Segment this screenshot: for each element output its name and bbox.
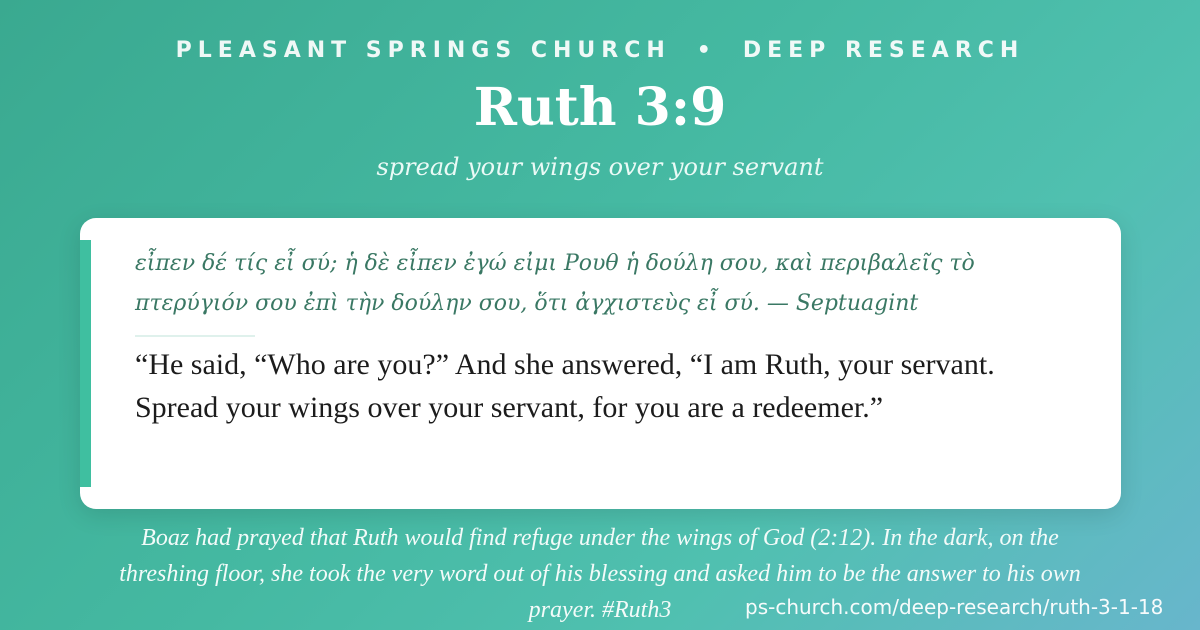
org-name: PLEASANT SPRINGS CHURCH (175, 38, 671, 63)
card-accent-bar (80, 240, 91, 487)
header-separator: • (696, 38, 717, 63)
page-subtitle: spread your wings over your servant (376, 153, 824, 181)
divider (135, 335, 255, 337)
footer-url: ps-church.com/deep-research/ruth-3-1-18 (745, 595, 1164, 619)
page-title: Ruth 3:9 (473, 77, 727, 138)
commentary: Boaz had prayed that Ruth would find refuge under the wings of God (2:12). In the dark, on the threshing floor, she took the very word out of his blessing and asked him to be the answer to his own prayer. #Ruth3 (119, 525, 1081, 623)
english-text: “He said, “Who are you?” And she answered, “I am Ruth, your servant. Spread your wings over your servant, for you are a redeemer.” (135, 348, 995, 424)
greek-text: εἶπεν δέ τίς εἶ σύ; ἡ δὲ εἶπεν ἐγώ εἰμι Ρουθ ἡ δούλη σου, καὶ περιβαλεῖς τὸ πτερύγιόν σου ἐπὶ τὴν δούλην σου, ὅτι ἀγχιστεὺς εἶ σύ. — Septuagint (135, 251, 975, 316)
header (0, 38, 1200, 63)
verse-card (80, 218, 1121, 509)
section-name: DEEP RESEARCH (742, 38, 1025, 63)
